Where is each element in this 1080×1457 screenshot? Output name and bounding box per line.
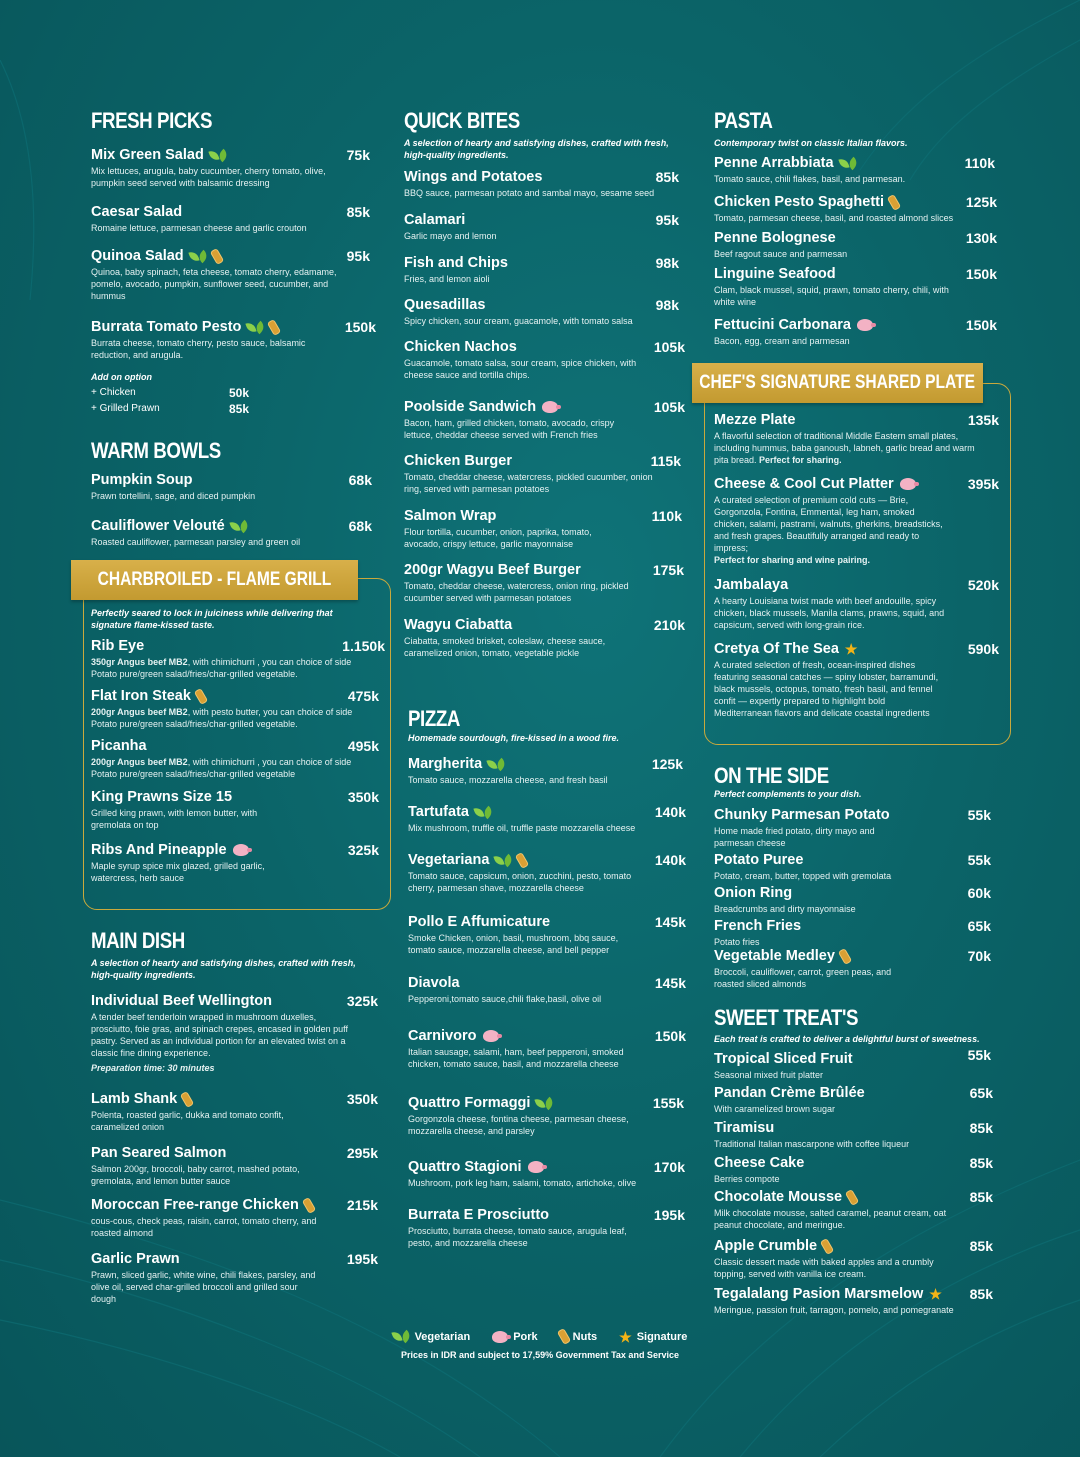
item-description: Breadcrumbs and dirty mayonnaise xyxy=(714,904,856,914)
item-description: A tender beef tenderloin wrapped in mushroom duxelles, prosciutto, foie gras, and spinach crepes, encased in golden puff pastry. Served as an individual portion for an elevated twist on a classic fine dining experience. xyxy=(91,1012,349,1058)
add-on-options xyxy=(91,369,256,417)
item-price: 590k xyxy=(967,641,999,657)
item-name: Quattro Formaggi xyxy=(408,1095,531,1111)
on-the-side-title: ON THE SIDE xyxy=(714,763,829,788)
item-description: Quinoa, baby spinach, feta cheese, tomato cherry, edamame, pomelo, avocado, pumpkin, sunflower seed, cucumber, and hummus xyxy=(91,267,337,301)
menu-item-burrata-tomato-pesto xyxy=(91,318,376,361)
add-on-row: + Chicken 50k xyxy=(91,386,249,400)
on-the-side-subtitle: Perfect complements to your dish. xyxy=(714,789,862,799)
item-name: Fettucini Carbonara xyxy=(714,317,851,333)
menu-item-lamb-shank xyxy=(91,1090,378,1133)
item-description: Polenta, roasted garlic, dukka and tomato confit, caramelized onion xyxy=(91,1110,284,1132)
item-price: 65k xyxy=(969,1085,993,1101)
menu-item-vegetariana xyxy=(408,851,686,894)
item-price: 68k xyxy=(348,472,372,488)
pork-icon xyxy=(900,478,916,490)
menu-item-tegalalang-pasion-marsmelow xyxy=(714,1285,993,1316)
item-name: Tropical Sliced Fruit xyxy=(714,1051,853,1067)
item-description: Pepperoni,tomato sauce,chili flake,basil, olive oil xyxy=(408,994,602,1004)
item-price: 55k xyxy=(967,852,991,868)
item-description: Potato, cream, butter, topped with gremolata xyxy=(714,871,892,881)
nuts-icon xyxy=(518,853,526,868)
vegetarian-icon xyxy=(840,158,857,169)
item-price: 85k xyxy=(969,1155,993,1171)
item-name: Margherita xyxy=(408,756,483,772)
vegetarian-icon xyxy=(495,855,512,866)
warm-bowls-title: WARM BOWLS xyxy=(91,438,221,463)
menu-item-mix-green-salad xyxy=(91,146,370,189)
item-description: Garlic mayo and lemon xyxy=(404,231,497,241)
item-name: Poolside Sandwich xyxy=(404,399,537,415)
menu-item-potato-puree xyxy=(714,851,991,882)
item-name: Burrata Tomato Pesto xyxy=(91,319,242,335)
item-name: Penne Bolognese xyxy=(714,230,836,246)
item-price: 150k xyxy=(654,1028,686,1044)
item-name: Garlic Prawn xyxy=(91,1251,180,1267)
item-description: A hearty Louisiana twist made with beef andouille, spicy chicken, black mussels, Manila clams, prawns, squid, and capsicum, served with long-grain rice. xyxy=(714,596,945,630)
item-name: Picanha xyxy=(91,738,147,754)
vegetarian-icon xyxy=(210,150,227,161)
menu-item-beef-wellington xyxy=(91,992,378,1074)
item-price: 350k xyxy=(347,789,379,805)
legend-pork: Pork xyxy=(492,1329,537,1344)
menu-item-pan-seared-salmon xyxy=(91,1144,378,1187)
item-price: 170k xyxy=(653,1159,685,1175)
item-price: 140k xyxy=(654,852,686,868)
item-description: Maple syrup spice mix glazed, grilled garlic, watercress, herb sauce xyxy=(91,861,265,883)
item-price: 325k xyxy=(346,993,378,1009)
pasta-title: PASTA xyxy=(714,108,773,133)
item-description: Smoke Chicken, onion, basil, mushroom, bbq sauce, tomato sauce, mozzarella cheese, and bell pepper xyxy=(408,933,619,955)
item-price: 98k xyxy=(655,297,679,313)
item-description: Guacamole, tomato salsa, sour cream, spice chicken, with cheese sauce and tortilla chips. xyxy=(404,358,637,380)
item-price: 110k xyxy=(651,508,682,524)
item-price: 55k xyxy=(967,807,991,823)
item-description: A curated selection of premium cold cuts — Brie, Gorgonzola, Fontina, Emmental, leg ham, smoked chicken, salami, pastrami, walnuts, gherkins, breadsticks, and fresh grapes. Beautifully arranged and ready to impress; Perfect for sharing and wine pairing. xyxy=(714,495,943,565)
menu-item-ribs-and-pineapple xyxy=(91,841,379,884)
item-name: Mix Green Salad xyxy=(91,147,204,163)
item-name: Vegetariana xyxy=(408,852,490,868)
item-price: 105k xyxy=(653,399,685,415)
pork-icon xyxy=(233,844,249,856)
item-description: Broccoli, cauliflower, carrot, green peas, and roasted sliced almonds xyxy=(714,967,892,989)
menu-item-calamari xyxy=(404,211,679,242)
item-description: Fries, and lemon aioli xyxy=(404,274,490,284)
menu-item-moroccan-chicken xyxy=(91,1196,378,1239)
item-description: Tomato, cheddar cheese, watercress, onion ring, pickled cucumber served with parmesan potatoes xyxy=(404,581,629,603)
item-price: 125k xyxy=(965,194,997,210)
signature-icon: ★ xyxy=(844,641,858,657)
item-price: 295k xyxy=(346,1145,378,1161)
item-name: Individual Beef Wellington xyxy=(91,993,272,1009)
item-description: Prosciutto, burrata cheese, tomato sauce, arugula leaf, pesto, and mozzarella cheese xyxy=(408,1226,627,1248)
menu-item-vegetable-medley xyxy=(714,947,991,990)
charbroiled-banner xyxy=(71,560,358,600)
nuts-icon xyxy=(197,689,205,704)
menu-item-garlic-prawn xyxy=(91,1250,378,1305)
item-name: French Fries xyxy=(714,918,802,934)
item-name: Carnivoro xyxy=(408,1028,477,1044)
pork-icon xyxy=(542,401,558,413)
charbroiled-title: CHARBROILED - FLAME GRILL xyxy=(97,569,332,590)
item-name: Chicken Burger xyxy=(404,453,512,469)
item-name: Diavola xyxy=(408,975,460,991)
menu-item-chicken-pesto-spaghetti xyxy=(714,193,997,224)
pizza-subtitle: Homemade sourdough, fire-kissed in a wood fire. xyxy=(408,733,620,743)
item-price: 325k xyxy=(347,842,379,858)
item-price: 95k xyxy=(346,248,370,264)
item-price: 140k xyxy=(654,804,686,820)
menu-item-flat-iron-steak xyxy=(91,687,379,730)
item-price: 85k xyxy=(346,204,370,220)
item-name: Apple Crumble xyxy=(714,1238,818,1254)
item-description: A flavorful selection of traditional Middle Eastern small plates, including hummus, baba ganoush, labneh, garlic bread and warm pita bread. Perfect for sharing. xyxy=(714,431,975,465)
nuts-icon xyxy=(213,249,221,264)
vegetarian-icon xyxy=(190,251,207,262)
item-description: Home made fried potato, dirty mayo and parmesan cheese xyxy=(714,826,875,848)
menu-item-jambalaya xyxy=(714,576,999,631)
vegetarian-icon xyxy=(393,1331,410,1342)
item-description: Tomato sauce, chili flakes, basil, and parmesan. xyxy=(714,174,906,184)
menu-item-fettucini-carbonara xyxy=(714,316,997,347)
item-description: Flour tortilla, cucumber, onion, paprika, tomato, avocado, crispy lettuce, garlic mayonnaise xyxy=(404,527,592,549)
quick-bites-title: QUICK BITES xyxy=(404,108,520,133)
vegetarian-icon xyxy=(488,759,505,770)
item-name: Pandan Crème Brûlée xyxy=(714,1085,865,1101)
item-description: Mix lettuces, arugula, baby cucumber, cherry tomato, olive, pumpkin seed served with balsamic dressing xyxy=(91,166,326,188)
menu-item-diavola xyxy=(408,974,686,1005)
item-name: Vegetable Medley xyxy=(714,948,835,964)
vegetarian-icon xyxy=(231,521,248,532)
menu-item-tiramisu xyxy=(714,1119,993,1150)
menu-item-poolside-sandwich xyxy=(404,398,685,441)
item-name: Fish and Chips xyxy=(404,255,508,271)
item-name: Salmon Wrap xyxy=(404,508,497,524)
nuts-icon xyxy=(305,1198,313,1213)
main-dish-subtitle: A selection of hearty and satisfying dishes, crafted with fresh, high-quality ingredients. xyxy=(91,958,356,980)
menu-item-burrata-e-prosciutto xyxy=(408,1206,685,1249)
item-description: Potato fries xyxy=(714,937,760,947)
legend-signature: ★ Signature xyxy=(619,1328,688,1345)
pizza-title: PIZZA xyxy=(408,706,460,731)
vegetarian-icon xyxy=(536,1098,553,1109)
price-note: Prices in IDR and subject to 17,59% Government Tax and Service xyxy=(401,1350,679,1360)
item-price: 1.150k xyxy=(342,638,385,654)
menu-item-linguine-seafood xyxy=(714,265,997,308)
vegetarian-icon xyxy=(247,322,264,333)
item-price: 60k xyxy=(967,885,991,901)
menu-item-cheese-cool-cut-platter xyxy=(714,475,999,566)
menu-item-rib-eye xyxy=(91,637,385,680)
item-price: 215k xyxy=(346,1197,378,1213)
menu-item-quattro-formaggi xyxy=(408,1094,684,1137)
menu-item-margherita xyxy=(408,755,683,786)
menu-item-chicken-burger xyxy=(404,452,681,495)
item-price: 495k xyxy=(347,738,379,754)
item-description: 350gr Angus beef MB2, with chimichurri , you can choice of side Potato pure/green salad/fries/char-grilled vegetable. xyxy=(91,657,352,679)
pork-icon xyxy=(483,1030,499,1042)
menu-item-chocolate-mousse xyxy=(714,1188,993,1231)
quick-bites-subtitle: A selection of hearty and satisfying dishes, crafted with fresh, high-quality ingredients. xyxy=(404,138,669,160)
menu-item-wagyu-beef-burger xyxy=(404,561,684,604)
menu-item-tartufata xyxy=(408,803,686,834)
menu-item-pandan-creme-brulee xyxy=(714,1084,993,1115)
item-name: Onion Ring xyxy=(714,885,793,901)
item-price: 85k xyxy=(969,1120,993,1136)
item-price: 125k xyxy=(651,756,683,772)
item-description: Prawn, sliced garlic, white wine, chili flakes, parsley, and olive oil, served char-grilled broccoli and grilled sour dough xyxy=(91,1270,316,1304)
item-name: Jambalaya xyxy=(714,577,789,593)
menu-item-french-fries xyxy=(714,917,991,948)
item-price: 135k xyxy=(967,412,999,428)
item-description: Grilled king prawn, with lemon butter, with gremolata on top xyxy=(91,808,258,830)
pork-icon xyxy=(528,1161,544,1173)
add-on-title: Add on option xyxy=(91,372,152,382)
item-description: Salmon 200gr, broccoli, baby carrot, mashed potato, gremolata, and lemon butter sauce xyxy=(91,1164,300,1186)
item-price: 55k xyxy=(967,1047,991,1063)
signature-icon: ★ xyxy=(619,1328,632,1345)
charbroiled-subtitle: Perfectly seared to lock in juiciness while delivering that signature flame-kissed taste. xyxy=(91,608,333,630)
item-price: 85k xyxy=(969,1189,993,1205)
nuts-icon xyxy=(848,1190,856,1205)
item-price: 65k xyxy=(967,918,991,934)
item-name: Tiramisu xyxy=(714,1120,775,1136)
item-price: 145k xyxy=(654,975,686,991)
item-name: Pollo E Affumicature xyxy=(408,914,551,930)
item-price: 195k xyxy=(346,1251,378,1267)
item-price: 150k xyxy=(965,266,997,282)
chefs-signature-title: CHEF'S SIGNATURE SHARED PLATE xyxy=(699,372,976,393)
item-description: 200gr Angus beef MB2, with chimichurri , you can choice of side Potato pure/green salad/fries/char-grilled vegetable xyxy=(91,757,352,779)
item-price: 475k xyxy=(347,688,379,704)
item-description: Milk chocolate mousse, salted caramel, peanut cream, oat peanut chocolate, and meringue. xyxy=(714,1208,947,1230)
item-name: Chicken Pesto Spaghetti xyxy=(714,194,885,210)
item-name: Pan Seared Salmon xyxy=(91,1145,227,1161)
item-description: Romaine lettuce, parmesan cheese and garlic crouton xyxy=(91,223,307,233)
item-price: 110k xyxy=(964,155,995,171)
item-name: Mezze Plate xyxy=(714,412,796,428)
menu-item-wagyu-ciabatta xyxy=(404,616,685,659)
item-price: 115k xyxy=(650,453,681,469)
item-price: 95k xyxy=(655,212,679,228)
item-price: 70k xyxy=(967,948,991,964)
nuts-icon xyxy=(270,320,278,335)
item-price: 395k xyxy=(967,476,999,492)
item-name: Chocolate Mousse xyxy=(714,1189,843,1205)
item-name: Cheese & Cool Cut Platter xyxy=(714,476,894,492)
signature-icon: ★ xyxy=(929,1286,942,1302)
item-description: Roasted cauliflower, parmesan parsley and green oil xyxy=(91,537,301,547)
menu-item-chunky-parmesan-potato xyxy=(714,806,991,849)
nuts-icon xyxy=(823,1239,831,1254)
item-description: Ciabatta, smoked brisket, coleslaw, cheese sauce, caramelized onion, tomato, vegetable pickle xyxy=(404,636,606,658)
item-name: Wagyu Ciabatta xyxy=(404,617,513,633)
nuts-icon xyxy=(560,1329,568,1344)
item-price: 150k xyxy=(344,319,376,335)
menu-item-tropical-sliced-fruit xyxy=(714,1047,991,1081)
menu-item-king-prawns xyxy=(91,788,379,831)
item-name: Cretya Of The Sea xyxy=(714,641,839,657)
fresh-picks-title: FRESH PICKS xyxy=(91,108,213,133)
item-price: 68k xyxy=(348,518,372,534)
item-description: Bacon, egg, cream and parmesan xyxy=(714,336,850,346)
item-description: Burrata cheese, tomato cherry, pesto sauce, balsamic reduction, and arugula. xyxy=(91,338,306,360)
item-name: Ribs And Pineapple xyxy=(91,842,227,858)
item-price: 130k xyxy=(965,230,997,246)
menu-item-cheese-cake xyxy=(714,1154,993,1185)
menu-item-caesar-salad xyxy=(91,203,370,234)
item-description: Mix mushroom, truffle oil, truffle paste mozzarella cheese xyxy=(408,823,636,833)
item-description: Tomato sauce, capsicum, onion, zucchini, pesto, tomato cherry, parmesan shave, mozzarella cheese xyxy=(408,871,632,893)
item-description: Tomato sauce, mozzarella cheese, and fresh basil xyxy=(408,775,608,785)
item-description: BBQ sauce, parmesan potato and sambal mayo, sesame seed xyxy=(404,188,655,198)
pork-icon xyxy=(492,1331,508,1343)
item-price: 105k xyxy=(653,339,685,355)
item-price: 145k xyxy=(654,914,686,930)
menu-item-mezze-plate xyxy=(714,411,999,466)
item-price: 155k xyxy=(652,1095,684,1111)
item-name: Calamari xyxy=(404,212,466,228)
item-price: 85k xyxy=(969,1238,993,1254)
nuts-icon xyxy=(183,1092,191,1107)
item-price: 210k xyxy=(653,617,685,633)
item-description: Clam, black mussel, squid, prawn, tomato cherry, chili, with white wine xyxy=(714,285,949,307)
item-description: Italian sausage, salami, ham, beef pepperoni, smoked chicken, tomato sauce, basil, and mozzarella cheese xyxy=(408,1047,624,1069)
sweet-treats-subtitle: Each treat is crafted to deliver a delightful burst of sweetness. xyxy=(714,1034,980,1044)
menu-item-penne-arrabbiata xyxy=(714,154,995,185)
item-name: Quinoa Salad xyxy=(91,248,184,264)
nuts-icon xyxy=(890,195,898,210)
main-dish-title: MAIN DISH xyxy=(91,928,185,953)
menu-item-quinoa-salad xyxy=(91,247,370,302)
item-price: 85k xyxy=(655,169,679,185)
add-on-row: + Grilled Prawn 85k xyxy=(91,402,249,416)
item-price: 350k xyxy=(346,1091,378,1107)
item-description: 200gr Angus beef MB2, with pesto butter, you can choice of side Potato pure/green salad/fries/char-grilled vegetable. xyxy=(91,707,353,729)
item-name: King Prawns Size 15 xyxy=(91,789,233,805)
item-name: Tegalalang Pasion Marsmelow xyxy=(714,1286,924,1302)
item-price: 98k xyxy=(655,255,679,271)
item-description: Meringue, passion fruit, tarragon, pomelo, and pomegranate xyxy=(714,1305,954,1315)
item-price: 195k xyxy=(653,1207,685,1223)
menu-item-quattro-stagioni xyxy=(408,1158,685,1189)
item-description: Mushroom, pork leg ham, salami, tomato, artichoke, olive xyxy=(408,1178,637,1188)
pork-icon xyxy=(857,319,873,331)
menu-item-cretya-of-the-sea xyxy=(714,640,999,719)
item-name: Flat Iron Steak xyxy=(91,688,191,704)
item-price: 150k xyxy=(965,317,997,333)
menu-item-onion-ring xyxy=(714,884,991,915)
menu-item-picanha xyxy=(91,737,379,780)
item-description: A curated selection of fresh, ocean-inspired dishes featuring seasonal catches — spiny lobster, barramundi, black mussels, octopus, tomato, fresh basil, and fennel confit — expertly prepared to highlight bold Mediterranean flavors and delicate coastal ingredients xyxy=(714,660,939,718)
menu-item-penne-bolognese xyxy=(714,229,997,260)
menu-item-chicken-nachos xyxy=(404,338,685,381)
pasta-subtitle: Contemporary twist on classic Italian flavors. xyxy=(714,138,908,148)
item-description: Tomato, parmesan cheese, basil, and roasted almond slices xyxy=(714,213,954,223)
item-name: Burrata E Prosciutto xyxy=(408,1207,549,1223)
menu-item-pumpkin-soup xyxy=(91,471,372,502)
item-name: Linguine Seafood xyxy=(714,266,836,282)
item-price: 85k xyxy=(969,1286,993,1302)
item-description: Gorgonzola cheese, fontina cheese, parmesan cheese, mozzarella cheese, and parsley xyxy=(408,1114,629,1136)
item-name: Lamb Shank xyxy=(91,1091,178,1107)
vegetarian-icon xyxy=(475,807,492,818)
item-description: Spicy chicken, sour cream, guacamole, with tomato salsa xyxy=(404,316,633,326)
menu-item-quesadillas xyxy=(404,296,679,327)
legend-vegetarian: Vegetarian xyxy=(393,1329,471,1344)
item-note: Preparation time: 30 minutes xyxy=(91,1063,215,1073)
item-name: Penne Arrabbiata xyxy=(714,155,834,171)
item-description: Traditional Italian mascarpone with coffee liqueur xyxy=(714,1139,910,1149)
chefs-signature-banner xyxy=(692,363,983,403)
item-description: Prawn tortellini, sage, and diced pumpkin xyxy=(91,491,256,501)
item-name: Chicken Nachos xyxy=(404,339,517,355)
item-name: Quattro Stagioni xyxy=(408,1159,522,1175)
menu-item-salmon-wrap xyxy=(404,507,682,550)
item-description: Berries compote xyxy=(714,1174,780,1184)
item-name: 200gr Wagyu Beef Burger xyxy=(404,562,581,578)
menu-item-wings-and-potatoes xyxy=(404,168,679,199)
item-name: Potato Puree xyxy=(714,852,804,868)
item-name: Cauliflower Velouté xyxy=(91,518,225,534)
item-description: Tomato, cheddar cheese, watercress, pickled cucumber, onion ring, served with parmesan potatoes xyxy=(404,472,653,494)
item-name: Chunky Parmesan Potato xyxy=(714,807,890,823)
item-name: Moroccan Free-range Chicken xyxy=(91,1197,299,1213)
item-name: Tartufata xyxy=(408,804,469,820)
item-price: 75k xyxy=(346,147,370,163)
item-price: 175k xyxy=(652,562,684,578)
item-description: With caramelized brown sugar xyxy=(714,1104,836,1114)
menu-item-fish-and-chips xyxy=(404,254,679,285)
item-description: Beef ragout sauce and parmesan xyxy=(714,249,848,259)
sweet-treats-title: SWEET TREAT'S xyxy=(714,1005,859,1030)
item-description: Bacon, ham, grilled chicken, tomato, avocado, crispy lettuce, cheddar cheese served with French fries xyxy=(404,418,615,440)
menu-item-pollo-e-affumicature xyxy=(408,913,686,956)
item-name: Quesadillas xyxy=(404,297,486,313)
item-name: Wings and Potatoes xyxy=(404,169,543,185)
item-description: Classic dessert made with baked apples and a crumbly topping, served with vanilla ice cream. xyxy=(714,1257,934,1279)
item-name: Pumpkin Soup xyxy=(91,472,193,488)
menu-item-carnivoro xyxy=(408,1027,686,1070)
menu-item-apple-crumble xyxy=(714,1237,993,1280)
menu-item-cauliflower-veloute xyxy=(91,517,372,548)
nuts-icon xyxy=(841,949,849,964)
item-description: Seasonal mixed fruit platter xyxy=(714,1070,824,1080)
item-name: Caesar Salad xyxy=(91,204,183,220)
item-description: cous-cous, check peas, raisin, carrot, tomato cherry, and roasted almond xyxy=(91,1216,317,1238)
item-price: 520k xyxy=(967,577,999,593)
item-name: Rib Eye xyxy=(91,638,145,654)
legend-nuts: Nuts xyxy=(560,1329,597,1344)
legend xyxy=(0,1329,1080,1344)
item-name: Cheese Cake xyxy=(714,1155,805,1171)
